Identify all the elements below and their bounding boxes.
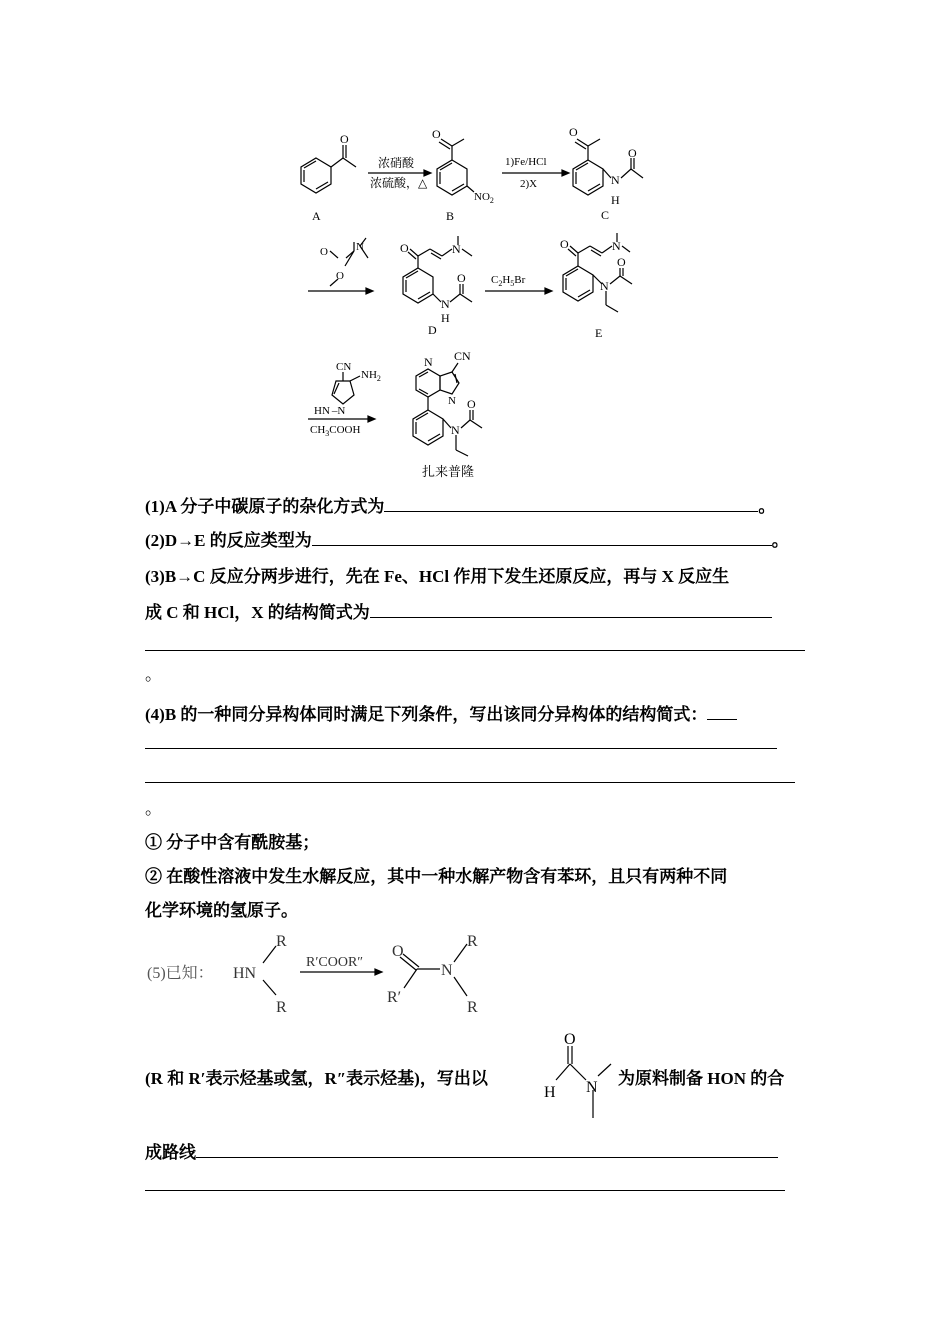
question-4-condition-2b: 化学环境的氢原子。	[145, 901, 298, 920]
compound-e-structure	[563, 233, 632, 312]
known-rp: R′	[387, 989, 402, 1006]
atom-o-c1: O	[569, 125, 578, 139]
answer-blank-3a[interactable]	[370, 603, 772, 618]
atom-o-r2: O	[336, 270, 344, 282]
atom-n-r: N	[356, 241, 364, 253]
question-5-route: 成路线	[145, 1143, 196, 1162]
arrow-1-bottom: 浓硫酸，△	[370, 176, 428, 190]
question-3-line2	[145, 602, 772, 624]
atom-o-z: O	[467, 397, 476, 411]
atom-cn-z: CN	[454, 349, 471, 363]
atom-h-d: H	[441, 311, 450, 325]
answer-blank-4a[interactable]	[707, 705, 737, 720]
dmf-structure	[538, 1025, 618, 1125]
atom-n-c: N	[611, 173, 620, 187]
atom-o-r1: O	[320, 246, 328, 258]
known-hn: HN	[233, 965, 257, 982]
atom-n-z2: N	[448, 395, 456, 407]
known-n: N	[441, 962, 453, 979]
atom-o-d1: O	[400, 241, 409, 255]
arrow-2-bottom: 2)X	[520, 178, 538, 190]
atom-o-e1: O	[560, 237, 569, 251]
atom-n-d2: N	[441, 297, 450, 311]
question-3-line1: (3)B→C 反应分两步进行，先在 Fe、HCl 作用下发生还原反应，再与 X 反应生	[145, 567, 730, 586]
label-e: E	[595, 326, 603, 340]
known-r2: R	[276, 999, 287, 1016]
question-5-text1: (R 和 R′表示烃基或氢，R″表示烃基)，写出以	[145, 1069, 488, 1088]
answer-blank-3b[interactable]	[145, 650, 805, 651]
atom-o-d2: O	[457, 271, 466, 285]
atom-n-z1: N	[424, 355, 433, 369]
dmf-n: N	[586, 1079, 598, 1096]
answer-blank-2[interactable]	[312, 531, 772, 546]
atom-n-e2: N	[600, 279, 609, 293]
answer-blank-1[interactable]	[384, 497, 758, 512]
compound-a-structure	[301, 145, 356, 193]
question-4-end: 。	[145, 799, 162, 818]
answer-blank-4c[interactable]	[145, 782, 795, 783]
question-4-line1	[145, 704, 737, 726]
question-3-text: 成 C 和 HCl，X 的结构简式为	[145, 603, 370, 622]
atom-n-z3: N	[451, 423, 460, 437]
compound-b-structure	[437, 139, 474, 195]
arrow-4-top: $C_2H_5Br$	[491, 274, 526, 288]
question-5-text2: 为原料制备 HON 的合	[618, 1069, 785, 1088]
question-2-text: (2)D→E 的反应类型为	[145, 531, 312, 550]
question-3-end: 。	[145, 665, 162, 684]
question-5-line2	[145, 1142, 778, 1164]
atom-o-a: O	[340, 132, 349, 146]
reagent-aminopyrazole	[332, 372, 360, 404]
question-2-end: 。	[771, 531, 789, 550]
answer-blank-4b[interactable]	[145, 748, 777, 749]
question-4-condition-2a: ② 在酸性溶液中发生水解反应，其中一种水解产物含有苯环，且只有两种不同	[145, 867, 728, 886]
question-1	[145, 496, 775, 518]
arrow-2-top: 1)Fe/HCl	[505, 156, 547, 168]
label-d: D	[428, 323, 437, 337]
known-reagent: R′COOR″	[306, 955, 364, 970]
atom-hn-r: HN –N	[314, 405, 346, 417]
atom-n-e1: N	[612, 239, 621, 253]
known-o: O	[392, 943, 404, 960]
known-label: (5)已知：	[147, 965, 214, 982]
reaction-scheme	[290, 120, 690, 485]
dmf-o: O	[564, 1031, 576, 1048]
atom-cn-r: CN	[336, 361, 352, 373]
dmf-h: H	[544, 1084, 556, 1101]
question-1-text: (1)A 分子中碳原子的杂化方式为	[145, 497, 385, 516]
question-1-end: 。	[758, 497, 776, 516]
known-r1: R	[276, 933, 287, 950]
arrow-1-top: 浓硝酸	[378, 156, 415, 170]
known-r4: R	[467, 999, 478, 1016]
atom-o-b: O	[432, 127, 441, 141]
label-c: C	[601, 208, 610, 222]
label-b: B	[446, 209, 455, 223]
compound-d-structure	[403, 236, 472, 303]
arrow-5-bottom: $CH_3COOH$	[310, 424, 361, 438]
question-4-condition-1: ① 分子中含有酰胺基；	[145, 833, 320, 852]
atom-o-c2: O	[628, 146, 637, 160]
label-a: A	[312, 209, 321, 223]
atom-h-c: H	[611, 193, 620, 207]
atom-n-d1: N	[452, 242, 461, 256]
answer-blank-5a[interactable]	[196, 1143, 778, 1158]
label-zaleplon: 扎来普隆	[422, 464, 475, 479]
known-reaction-5	[140, 925, 520, 1020]
known-r3: R	[467, 933, 478, 950]
atom-o-e2: O	[617, 255, 626, 269]
question-2	[145, 530, 789, 552]
atom-no2-b: $NO_2$	[474, 191, 494, 205]
answer-blank-5b[interactable]	[145, 1190, 785, 1191]
atom-nh2-r: $NH_2$	[361, 369, 381, 383]
question-4-text: (4)B 的一种同分异构体同时满足下列条件，写出该同分异构体的结构简式：	[145, 705, 708, 724]
